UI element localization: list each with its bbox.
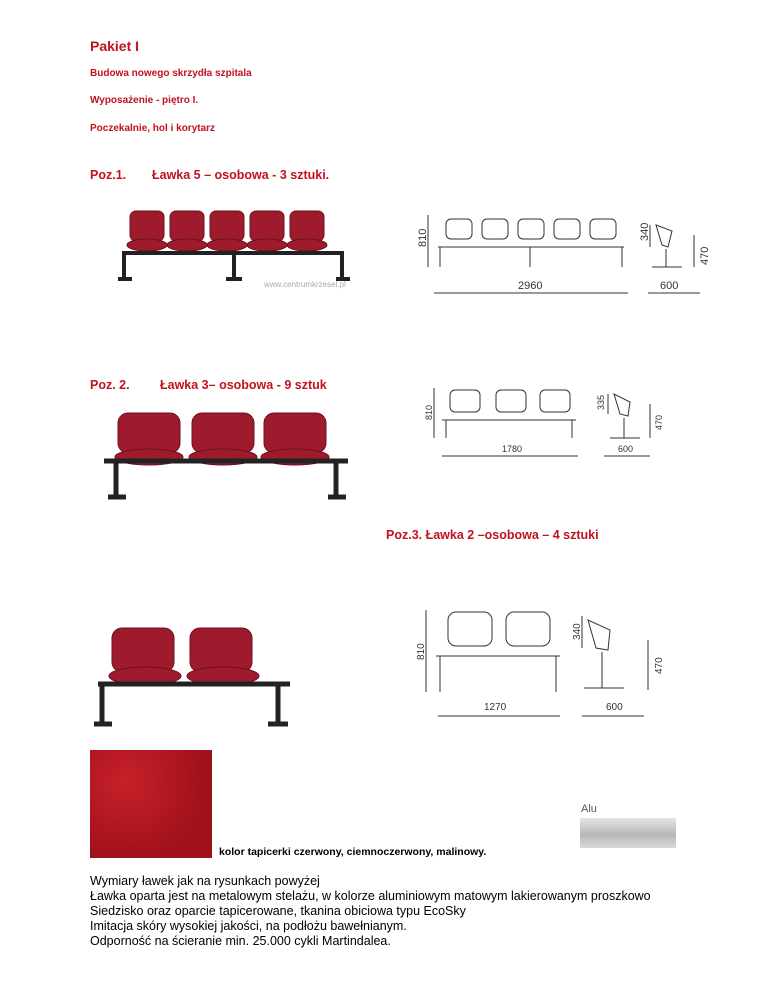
alu-label: Alu [581,803,597,815]
subtitle-building: Budowa nowego skrzydła szpitala [90,68,252,79]
dim-length: 2960 [518,280,543,292]
dim-depth: 600 [618,444,634,454]
subtitle-equipment: Wyposażenie - piętro I. [90,95,199,106]
page-title: Pakiet I [90,38,140,54]
dim-seat: 340 [639,222,651,241]
dim-height: 810 [424,404,434,420]
bench-3-seat-drawing [418,380,668,460]
dim-side-height: 470 [654,414,664,430]
desc-line-3: Siedzisko oraz oparcie tapicerowane, tkanina obiciowa typu EcoSky [90,904,466,918]
watermark: www.centrumkrzesel.pl [264,280,346,289]
dim-length: 1270 [484,702,507,713]
dim-side-height: 470 [654,657,665,674]
subtitle-rooms: Poczekalnie, hol i korytarz [90,123,216,134]
desc-line-1: Wymiary ławek jak na rysunkach powyżej [90,874,320,888]
desc-line-2: Ławka oparta jest na metalowym stelażu, w kolorze aluminiowym matowym lakierowanym proszkowo [90,889,651,903]
bench-2-seat-drawing [410,600,672,730]
dim-height: 810 [417,228,429,247]
item2-name: Ławka 3– osobowa - 9 sztuk [160,378,327,392]
color-caption: kolor tapicerki czerwony, ciemnoczerwony, malinowy. [219,846,487,858]
dim-side-height: 470 [699,246,711,265]
dim-length: 1780 [502,444,523,454]
item2-number: Poz. 2. [90,378,130,392]
item1-name: Ławka 5 – osobowa - 3 sztuki. [152,168,330,182]
dim-height: 810 [416,643,427,660]
bench-5-seat-photo [108,205,360,297]
bench-3-seat-photo [96,405,358,525]
item1-number: Poz.1. [90,168,127,182]
desc-line-4: Imitacja skóry wysokiej jakości, na podłożu bawełnianym. [90,919,407,933]
bench-5-seat-drawing [410,205,720,305]
dim-seat: 340 [572,623,583,640]
item3-heading: Poz.3. Ławka 2 –osobowa – 4 sztuki [386,528,599,542]
desc-line-5: Odporność na ścieranie min. 25.000 cykli Martindalea. [90,934,391,948]
dim-depth: 600 [606,702,623,713]
dim-depth: 600 [660,280,679,292]
alu-color-swatch [580,818,676,848]
bench-2-seat-photo [90,620,300,740]
dim-seat: 335 [596,394,606,410]
fabric-color-swatch [90,750,212,858]
